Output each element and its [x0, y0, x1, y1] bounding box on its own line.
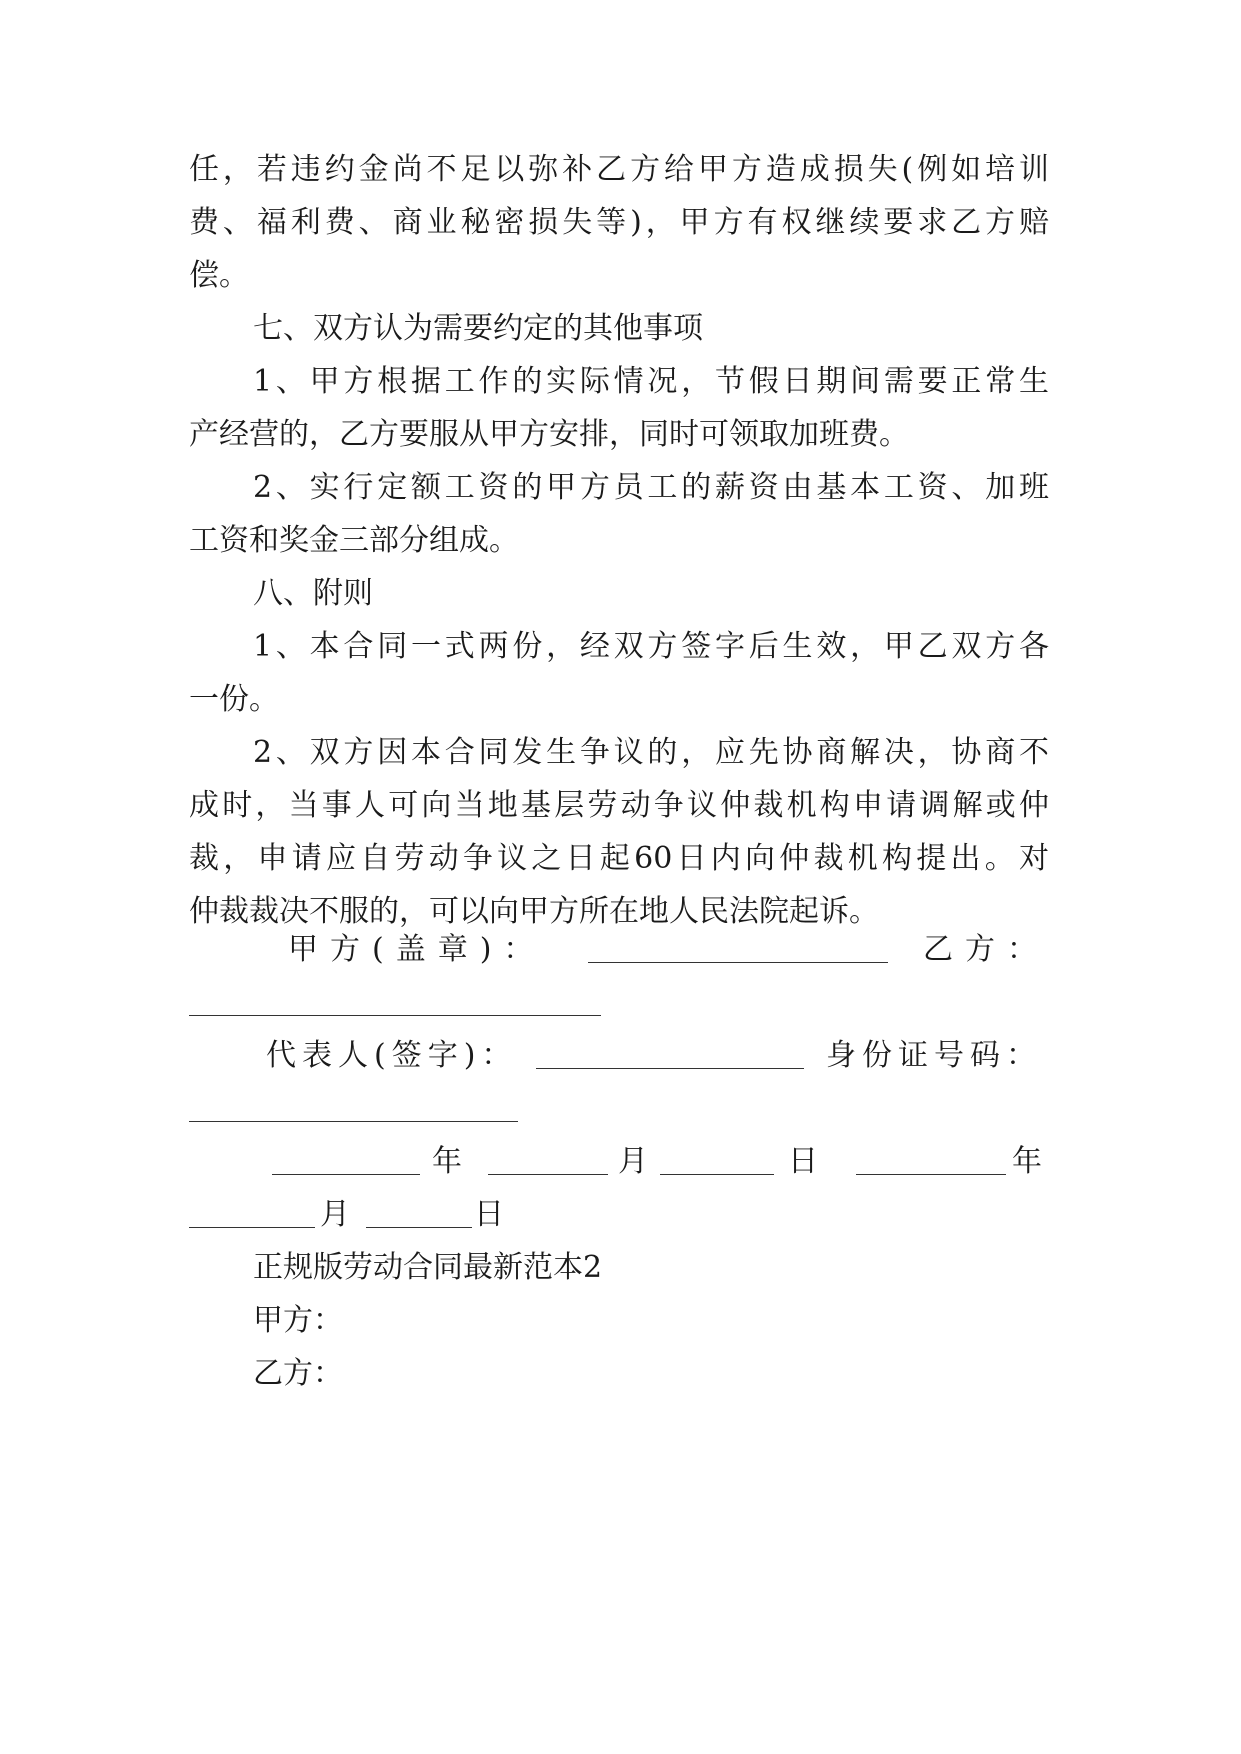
paragraph-line: 2、双方因本合同发生争议的，应先协商解决，协商不: [253, 735, 1049, 770]
representative-signature-line[interactable]: [536, 1068, 804, 1069]
paragraph-line: 偿。: [189, 258, 249, 293]
id-number-label: 身份证号码：: [826, 1038, 1042, 1073]
paragraph-line: 工资和奖金三部分组成。: [189, 523, 519, 558]
paragraph-line: 仲裁裁决不服的，可以向甲方所在地人民法院起诉。: [189, 894, 879, 929]
section-heading: 七、双方认为需要约定的其他事项: [253, 311, 703, 346]
paragraph-line: 费、福利费、商业秘密损失等)，甲方有权继续要求乙方赔: [189, 205, 1049, 240]
paragraph-line: 成时，当事人可向当地基层劳动争议仲裁机构申请调解或仲: [189, 788, 1049, 823]
party-a-signature-line[interactable]: [588, 962, 888, 963]
day-label: 日: [788, 1144, 818, 1179]
paragraph-line: 产经营的，乙方要服从甲方安排，同时可领取加班费。: [189, 417, 909, 452]
party-a-line: 甲方：: [253, 1303, 343, 1338]
paragraph-line: 2、实行定额工资的甲方员工的薪资由基本工资、加班: [253, 470, 1049, 505]
year-label: 年: [1012, 1144, 1042, 1179]
party-b-label: 乙方：: [923, 932, 1049, 967]
day-label: 日: [474, 1197, 504, 1232]
id-number-line[interactable]: [189, 1121, 518, 1122]
month-label: 月: [320, 1197, 350, 1232]
paragraph-line: 任，若违约金尚不足以弥补乙方给甲方造成损失(例如培训: [189, 152, 1049, 187]
party-a-month-line[interactable]: [488, 1174, 608, 1175]
party-a-day-line[interactable]: [660, 1174, 774, 1175]
party-a-seal-label: 甲方(盖章)：: [288, 932, 546, 967]
paragraph-line: 1、本合同一式两份，经双方签字后生效，甲乙双方各: [253, 629, 1049, 664]
paragraph-line: 裁，申请应自劳动争议之日起60日内向仲裁机构提出。对: [189, 841, 1049, 876]
year-label: 年: [432, 1144, 462, 1179]
party-b-year-line[interactable]: [856, 1174, 1006, 1175]
section-heading: 八、附则: [253, 576, 373, 611]
representative-label: 代表人(签字)：: [266, 1038, 518, 1073]
contract-title: 正规版劳动合同最新范本2: [253, 1250, 603, 1285]
party-b-month-line[interactable]: [189, 1227, 315, 1228]
party-b-signature-line[interactable]: [189, 1015, 601, 1016]
party-b-day-line[interactable]: [366, 1227, 472, 1228]
month-label: 月: [618, 1144, 648, 1179]
paragraph-line: 一份。: [189, 682, 279, 717]
paragraph-line: 1、甲方根据工作的实际情况，节假日期间需要正常生: [253, 364, 1049, 399]
party-b-line: 乙方：: [253, 1356, 343, 1391]
party-a-year-line[interactable]: [272, 1174, 420, 1175]
